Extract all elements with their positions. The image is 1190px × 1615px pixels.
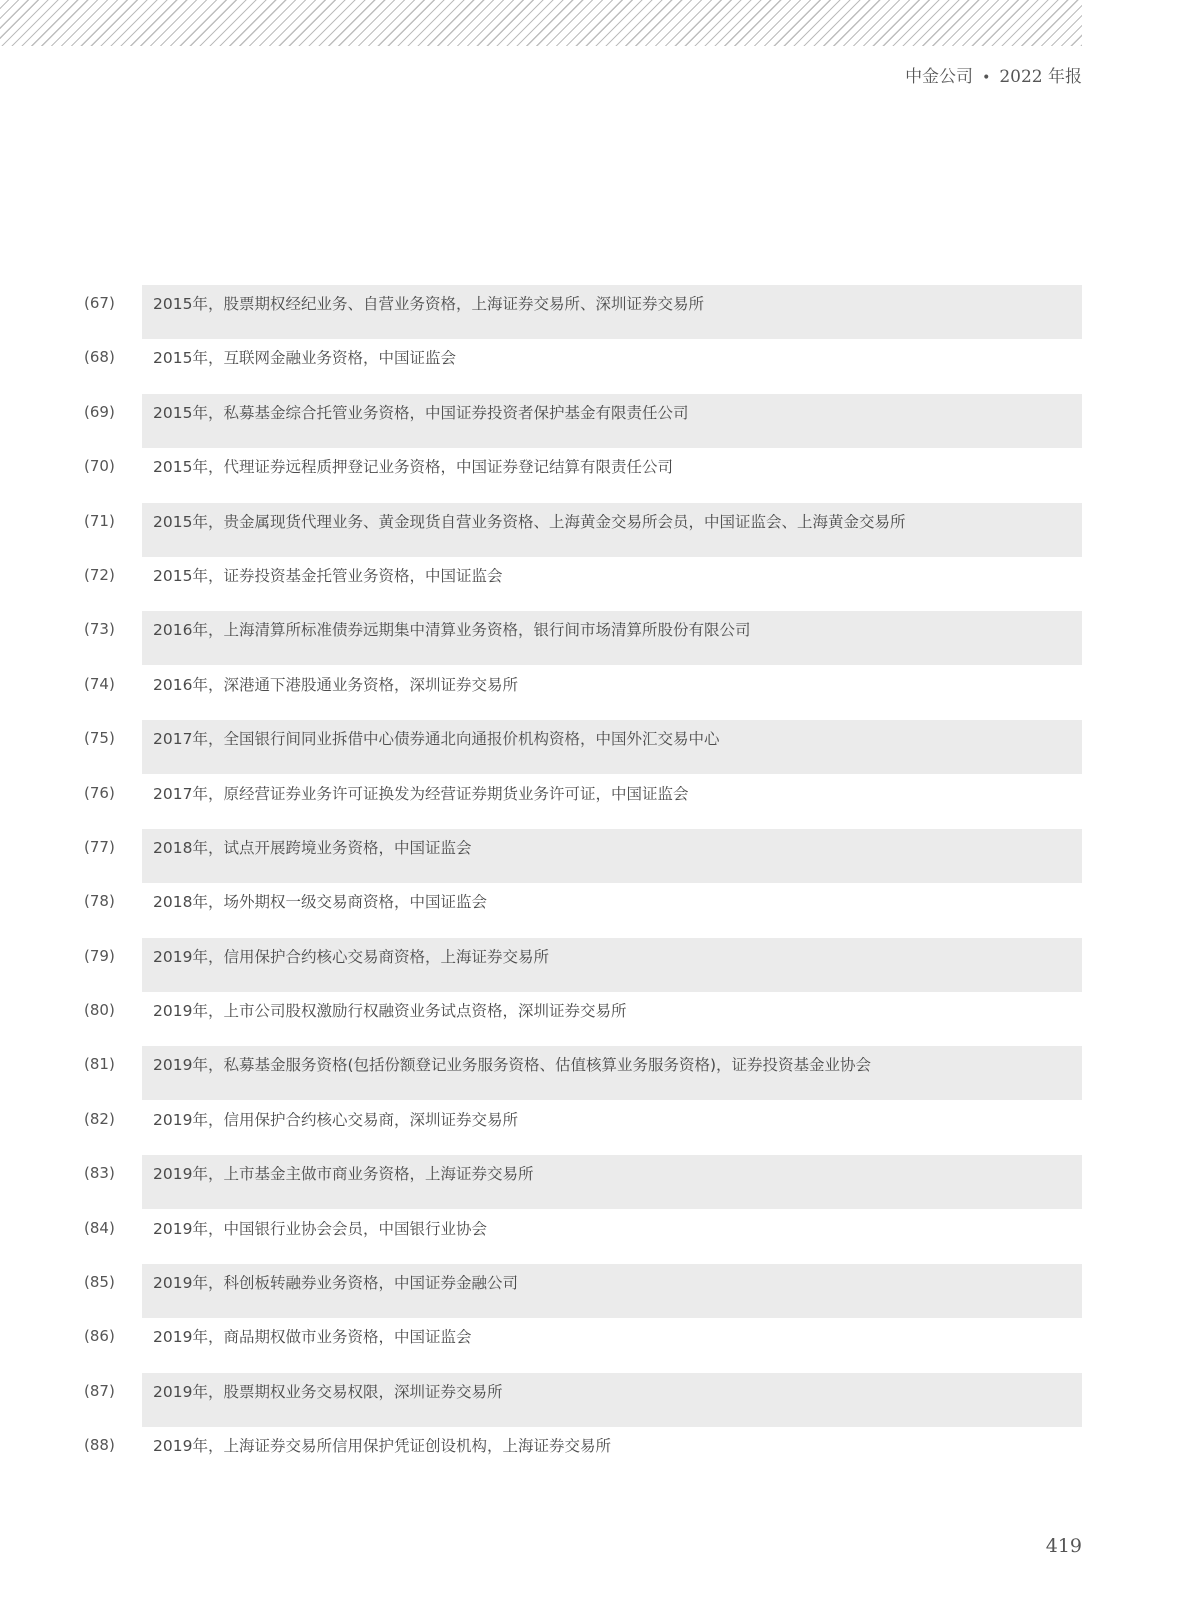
report-title: 2022 年报 bbox=[999, 67, 1082, 87]
item-text: 2019年，私募基金服务资格(包括份额登记业务服务资格、估值核算业务服务资格)，证券投资基金业协会 bbox=[153, 1056, 872, 1075]
item-number: (71) bbox=[84, 511, 115, 530]
list-item bbox=[80, 1318, 1082, 1372]
list-item bbox=[80, 448, 1082, 502]
item-text: 2016年，深港通下港股通业务资格，深圳证券交易所 bbox=[153, 675, 518, 694]
item-text: 2018年，试点开展跨境业务资格，中国证监会 bbox=[153, 838, 472, 857]
item-text: 2015年，互联网金融业务资格，中国证监会 bbox=[153, 349, 456, 368]
item-text: 2019年，商品期权做市业务资格，中国证监会 bbox=[153, 1328, 472, 1347]
list-item bbox=[80, 992, 1082, 1046]
list-item bbox=[80, 285, 1082, 339]
item-number: (75) bbox=[84, 729, 115, 748]
item-text: 2019年，股票期权业务交易权限，深圳证券交易所 bbox=[153, 1382, 503, 1401]
item-number: (85) bbox=[84, 1273, 115, 1292]
header-hatch-decoration bbox=[0, 0, 1082, 46]
item-number: (74) bbox=[84, 674, 115, 693]
running-header bbox=[905, 62, 1082, 87]
list-item bbox=[80, 938, 1082, 992]
item-number: (88) bbox=[84, 1436, 115, 1455]
item-text: 2017年，原经营证券业务许可证换发为经营证券期货业务许可证，中国证监会 bbox=[153, 784, 689, 803]
list-item bbox=[80, 1264, 1082, 1318]
item-text: 2015年，贵金属现货代理业务、黄金现货自营业务资格、上海黄金交易所会员，中国证监会、上海黄金交易所 bbox=[153, 512, 906, 531]
list-item bbox=[80, 1101, 1082, 1155]
item-number: (86) bbox=[84, 1327, 115, 1346]
qualification-list bbox=[80, 285, 1082, 1482]
list-item bbox=[80, 829, 1082, 883]
item-text: 2019年，信用保护合约核心交易商，深圳证券交易所 bbox=[153, 1110, 518, 1129]
item-number: (81) bbox=[84, 1055, 115, 1074]
item-text: 2019年，科创板转融券业务资格，中国证券金融公司 bbox=[153, 1274, 518, 1293]
list-item bbox=[80, 720, 1082, 774]
item-text: 2019年，上海证券交易所信用保护凭证创设机构，上海证券交易所 bbox=[153, 1437, 611, 1456]
list-item bbox=[80, 611, 1082, 665]
item-number: (83) bbox=[84, 1164, 115, 1183]
item-number: (87) bbox=[84, 1381, 115, 1400]
list-item bbox=[80, 503, 1082, 557]
item-text: 2019年，上市基金主做市商业务资格，上海证券交易所 bbox=[153, 1165, 534, 1184]
list-item bbox=[80, 1155, 1082, 1209]
list-item bbox=[80, 1373, 1082, 1427]
list-item bbox=[80, 1046, 1082, 1100]
company-name: 中金公司 bbox=[905, 67, 974, 87]
item-text: 2019年，中国银行业协会会员，中国银行业协会 bbox=[153, 1219, 487, 1238]
item-text: 2015年，代理证券远程质押登记业务资格，中国证券登记结算有限责任公司 bbox=[153, 458, 673, 477]
item-number: (67) bbox=[84, 294, 115, 312]
item-text: 2015年，股票期权经纪业务、自营业务资格，上海证券交易所、深圳证券交易所 bbox=[153, 295, 704, 313]
item-text: 2015年，证券投资基金托管业务资格，中国证监会 bbox=[153, 566, 503, 585]
page-number: 419 bbox=[1045, 1535, 1082, 1557]
item-number: (76) bbox=[84, 783, 115, 802]
item-number: (84) bbox=[84, 1218, 115, 1237]
list-item bbox=[80, 666, 1082, 720]
list-item bbox=[80, 394, 1082, 448]
list-item bbox=[80, 1210, 1082, 1264]
item-text: 2019年，上市公司股权激励行权融资业务试点资格，深圳证券交易所 bbox=[153, 1002, 627, 1021]
item-number: (72) bbox=[84, 565, 115, 584]
list-item bbox=[80, 557, 1082, 611]
item-text: 2019年，信用保护合约核心交易商资格，上海证券交易所 bbox=[153, 947, 549, 966]
list-item bbox=[80, 883, 1082, 937]
item-number: (70) bbox=[84, 457, 115, 476]
item-number: (68) bbox=[84, 348, 115, 367]
item-number: (80) bbox=[84, 1001, 115, 1020]
list-item bbox=[80, 775, 1082, 829]
item-text: 2015年，私募基金综合托管业务资格，中国证券投资者保护基金有限责任公司 bbox=[153, 403, 689, 422]
item-text: 2017年，全国银行间同业拆借中心债券通北向通报价机构资格，中国外汇交易中心 bbox=[153, 730, 720, 749]
header-separator: • bbox=[982, 70, 991, 86]
item-text: 2016年，上海清算所标准债券远期集中清算业务资格，银行间市场清算所股份有限公司 bbox=[153, 621, 751, 640]
item-number: (82) bbox=[84, 1109, 115, 1128]
item-number: (79) bbox=[84, 946, 115, 965]
item-text: 2018年，场外期权一级交易商资格，中国证监会 bbox=[153, 893, 487, 912]
item-number: (77) bbox=[84, 837, 115, 856]
item-number: (78) bbox=[84, 892, 115, 911]
item-number: (73) bbox=[84, 620, 115, 639]
list-item bbox=[80, 339, 1082, 393]
list-item bbox=[80, 1427, 1082, 1481]
item-number: (69) bbox=[84, 402, 115, 421]
